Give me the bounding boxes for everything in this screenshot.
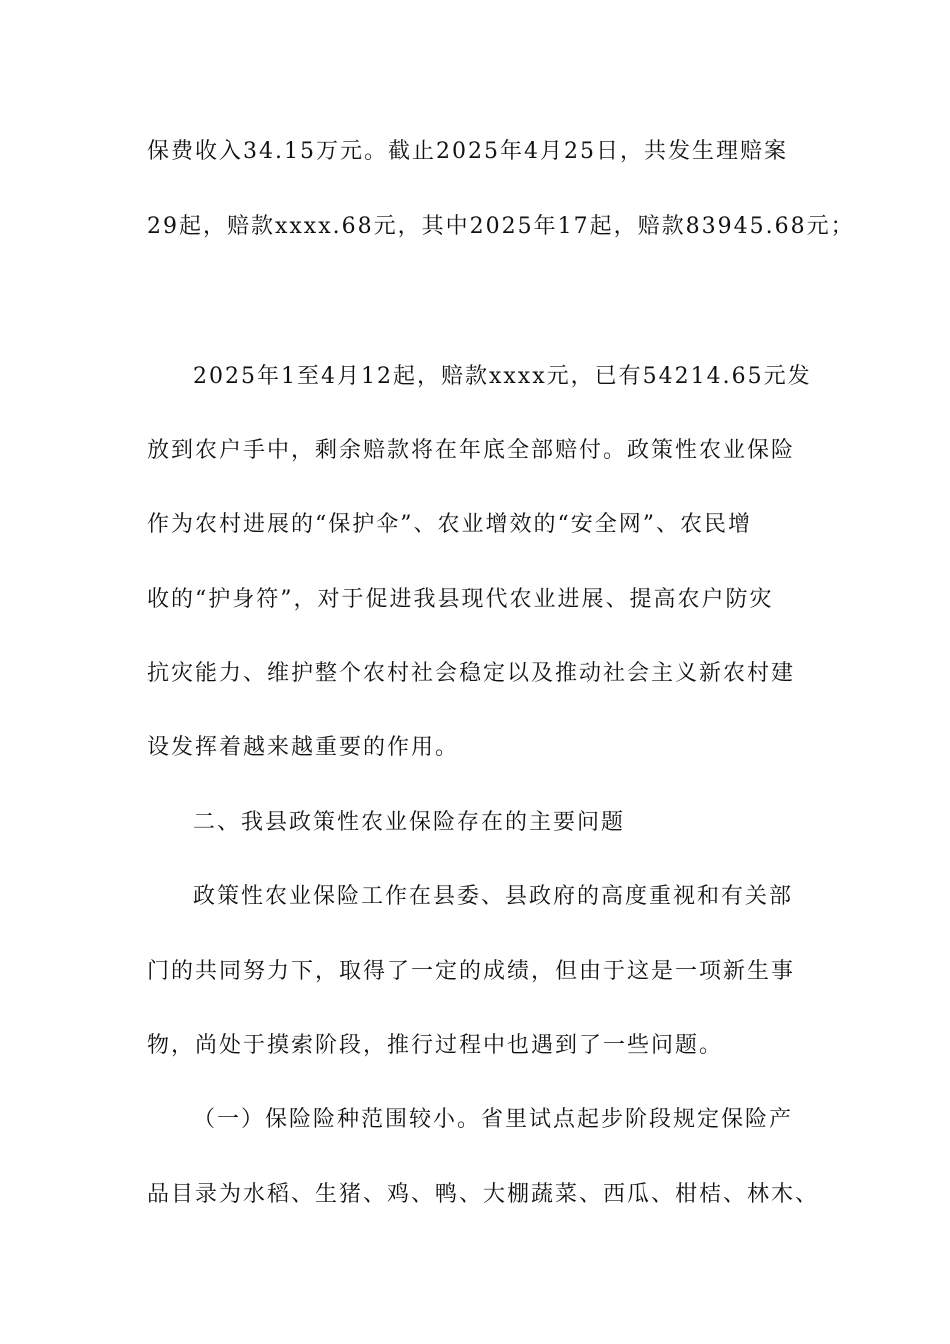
paragraph-line: 放到农户手中，剩余赔款将在年底全部赔付。政策性农业保险 — [147, 438, 796, 463]
paragraph-line: 保费收入34.15万元。截止2025年4月25日，共发生理赔案 — [147, 139, 788, 164]
paragraph-line: 作为农村进展的“保护伞”、农业增效的“安全网”、农民增 — [147, 512, 752, 537]
paragraph-line: （一）保险险种范围较小。省里试点起步阶段规定保险产 — [193, 1107, 794, 1132]
paragraph-line: 品目录为水稻、生猪、鸡、鸭、大棚蔬菜、西瓜、柑桔、林木、 — [147, 1182, 820, 1207]
paragraph-line: 物，尚处于摸索阶段，推行过程中也遇到了一些问题。 — [147, 1033, 724, 1058]
paragraph-line: 收的“护身符”，对于促进我县现代农业进展、提高农户防灾 — [147, 587, 774, 612]
paragraph-line: 设发挥着越来越重要的作用。 — [147, 735, 460, 760]
paragraph-line: 门的共同努力下，取得了一定的成绩，但由于这是一项新生事 — [147, 959, 796, 984]
paragraph-line: 2025年1至4月12起，赔款xxxx元，已有54214.65元发 — [193, 364, 812, 389]
paragraph-line: 抗灾能力、维护整个农村社会稳定以及推动社会主义新农村建 — [147, 661, 796, 686]
paragraph-line: 政策性农业保险工作在县委、县政府的高度重视和有关部 — [193, 884, 794, 909]
paragraph-line: 29起，赔款xxxx.68元，其中2025年17起，赔款83945.68元； — [147, 214, 855, 239]
section-heading: 二、我县政策性农业保险存在的主要问题 — [193, 810, 626, 835]
